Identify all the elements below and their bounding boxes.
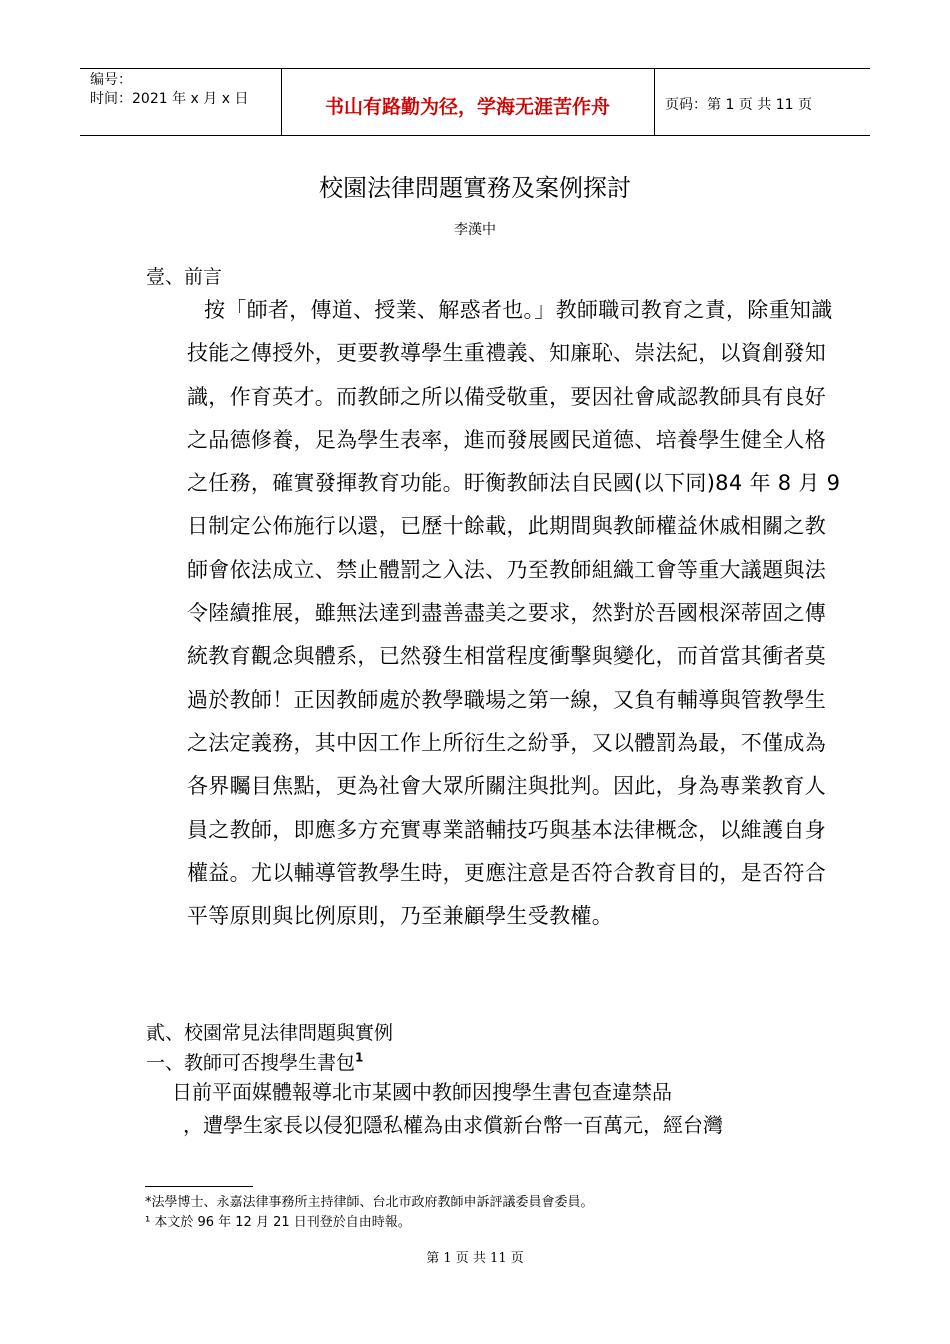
header-number-label: 编号： — [90, 72, 132, 88]
footnote-1: ¹ 本文於 96 年 12 月 21 日刊登於自由時報。 — [145, 1215, 411, 1230]
header-time-label: 时间：2021 年 x 月 x 日 — [90, 91, 249, 107]
footnote-author: *法學博士、永嘉法律事務所主持律師、台北市政府教師申訴評議委員會委員。 — [145, 1195, 594, 1210]
header-divider-right — [654, 68, 655, 135]
section2-heading: 貳、校園常見法律問題與實例 — [146, 1022, 394, 1044]
case-line-1: 日前平面媒體報導北市某國中教師因搜學生書包查違禁品 — [172, 1080, 672, 1104]
document-title: 校園法律問題實務及案例探討 — [319, 174, 631, 202]
subsection1-heading — [146, 1048, 363, 1075]
document-author: 李漢中 — [454, 222, 496, 238]
header-motto: 书山有路勤为径，学海无涯苦作舟 — [324, 96, 610, 118]
case-line-2: ，遭學生家長以侵犯隱私權為由求償新台幣一百萬元，經台灣 — [183, 1113, 723, 1137]
header-top-rule — [80, 68, 870, 69]
footnote-mark[interactable]: 1 — [355, 1050, 364, 1065]
header-meta — [90, 71, 248, 109]
footnote-separator — [145, 1186, 253, 1187]
section1-paragraph: 按「師者，傳道、授業、解惑者也。」教師職司教育之責，除重知識技能之傳授外，更要教導學生重禮義、知廉恥、崇法紀，以資創發知識，作育英才。而教師之所以備受敬重，要因社會咸認教師具有良好之品德修養，足為學生表率，進而發展國民道德、培養學生健全人格之任務，確實發揮教育功能。盱衡教師法自民國(以下同)84 年 8 月 9 日制定公佈施行以還，已歷十餘載，此期間與教師權益休戚相關之教師會依法成立、禁止體罰之入法、乃至教師組織工會等重大議題與法令陸續推展，雖無法達到盡善盡美之要求，然對於吾國根深蒂固之傳統教育觀念與體系，已然發生相當程度衝擊與變化，而首當其衝者莫過於教師！正因教師處於教學職場之第一線，又負有輔導與管教學生之法定義務，其中因工作上所衍生之紛爭，又以體罰為最，不僅成為各界矚目焦點，更為社會大眾所關注與批判。因此，身為專業教育人員之教師，即應多方充實專業諮輔技巧與基本法律概念，以維護自身權益。尤以輔導管教學生時，更應注意是否符合教育目的，是否符合平等原則與比例原則，乃至兼顧學生受教權。 — [187, 298, 841, 929]
header-page-info: 页码：第 1 页 共 11 页 — [665, 97, 812, 113]
section1-heading: 壹、前言 — [146, 266, 223, 288]
page-footer: 第 1 页 共 11 页 — [426, 1251, 524, 1266]
subsection1-title: 一、教師可否搜學生書包 — [146, 1052, 356, 1074]
case-paragraph — [172, 1076, 812, 1142]
header-bottom-rule — [80, 135, 870, 136]
